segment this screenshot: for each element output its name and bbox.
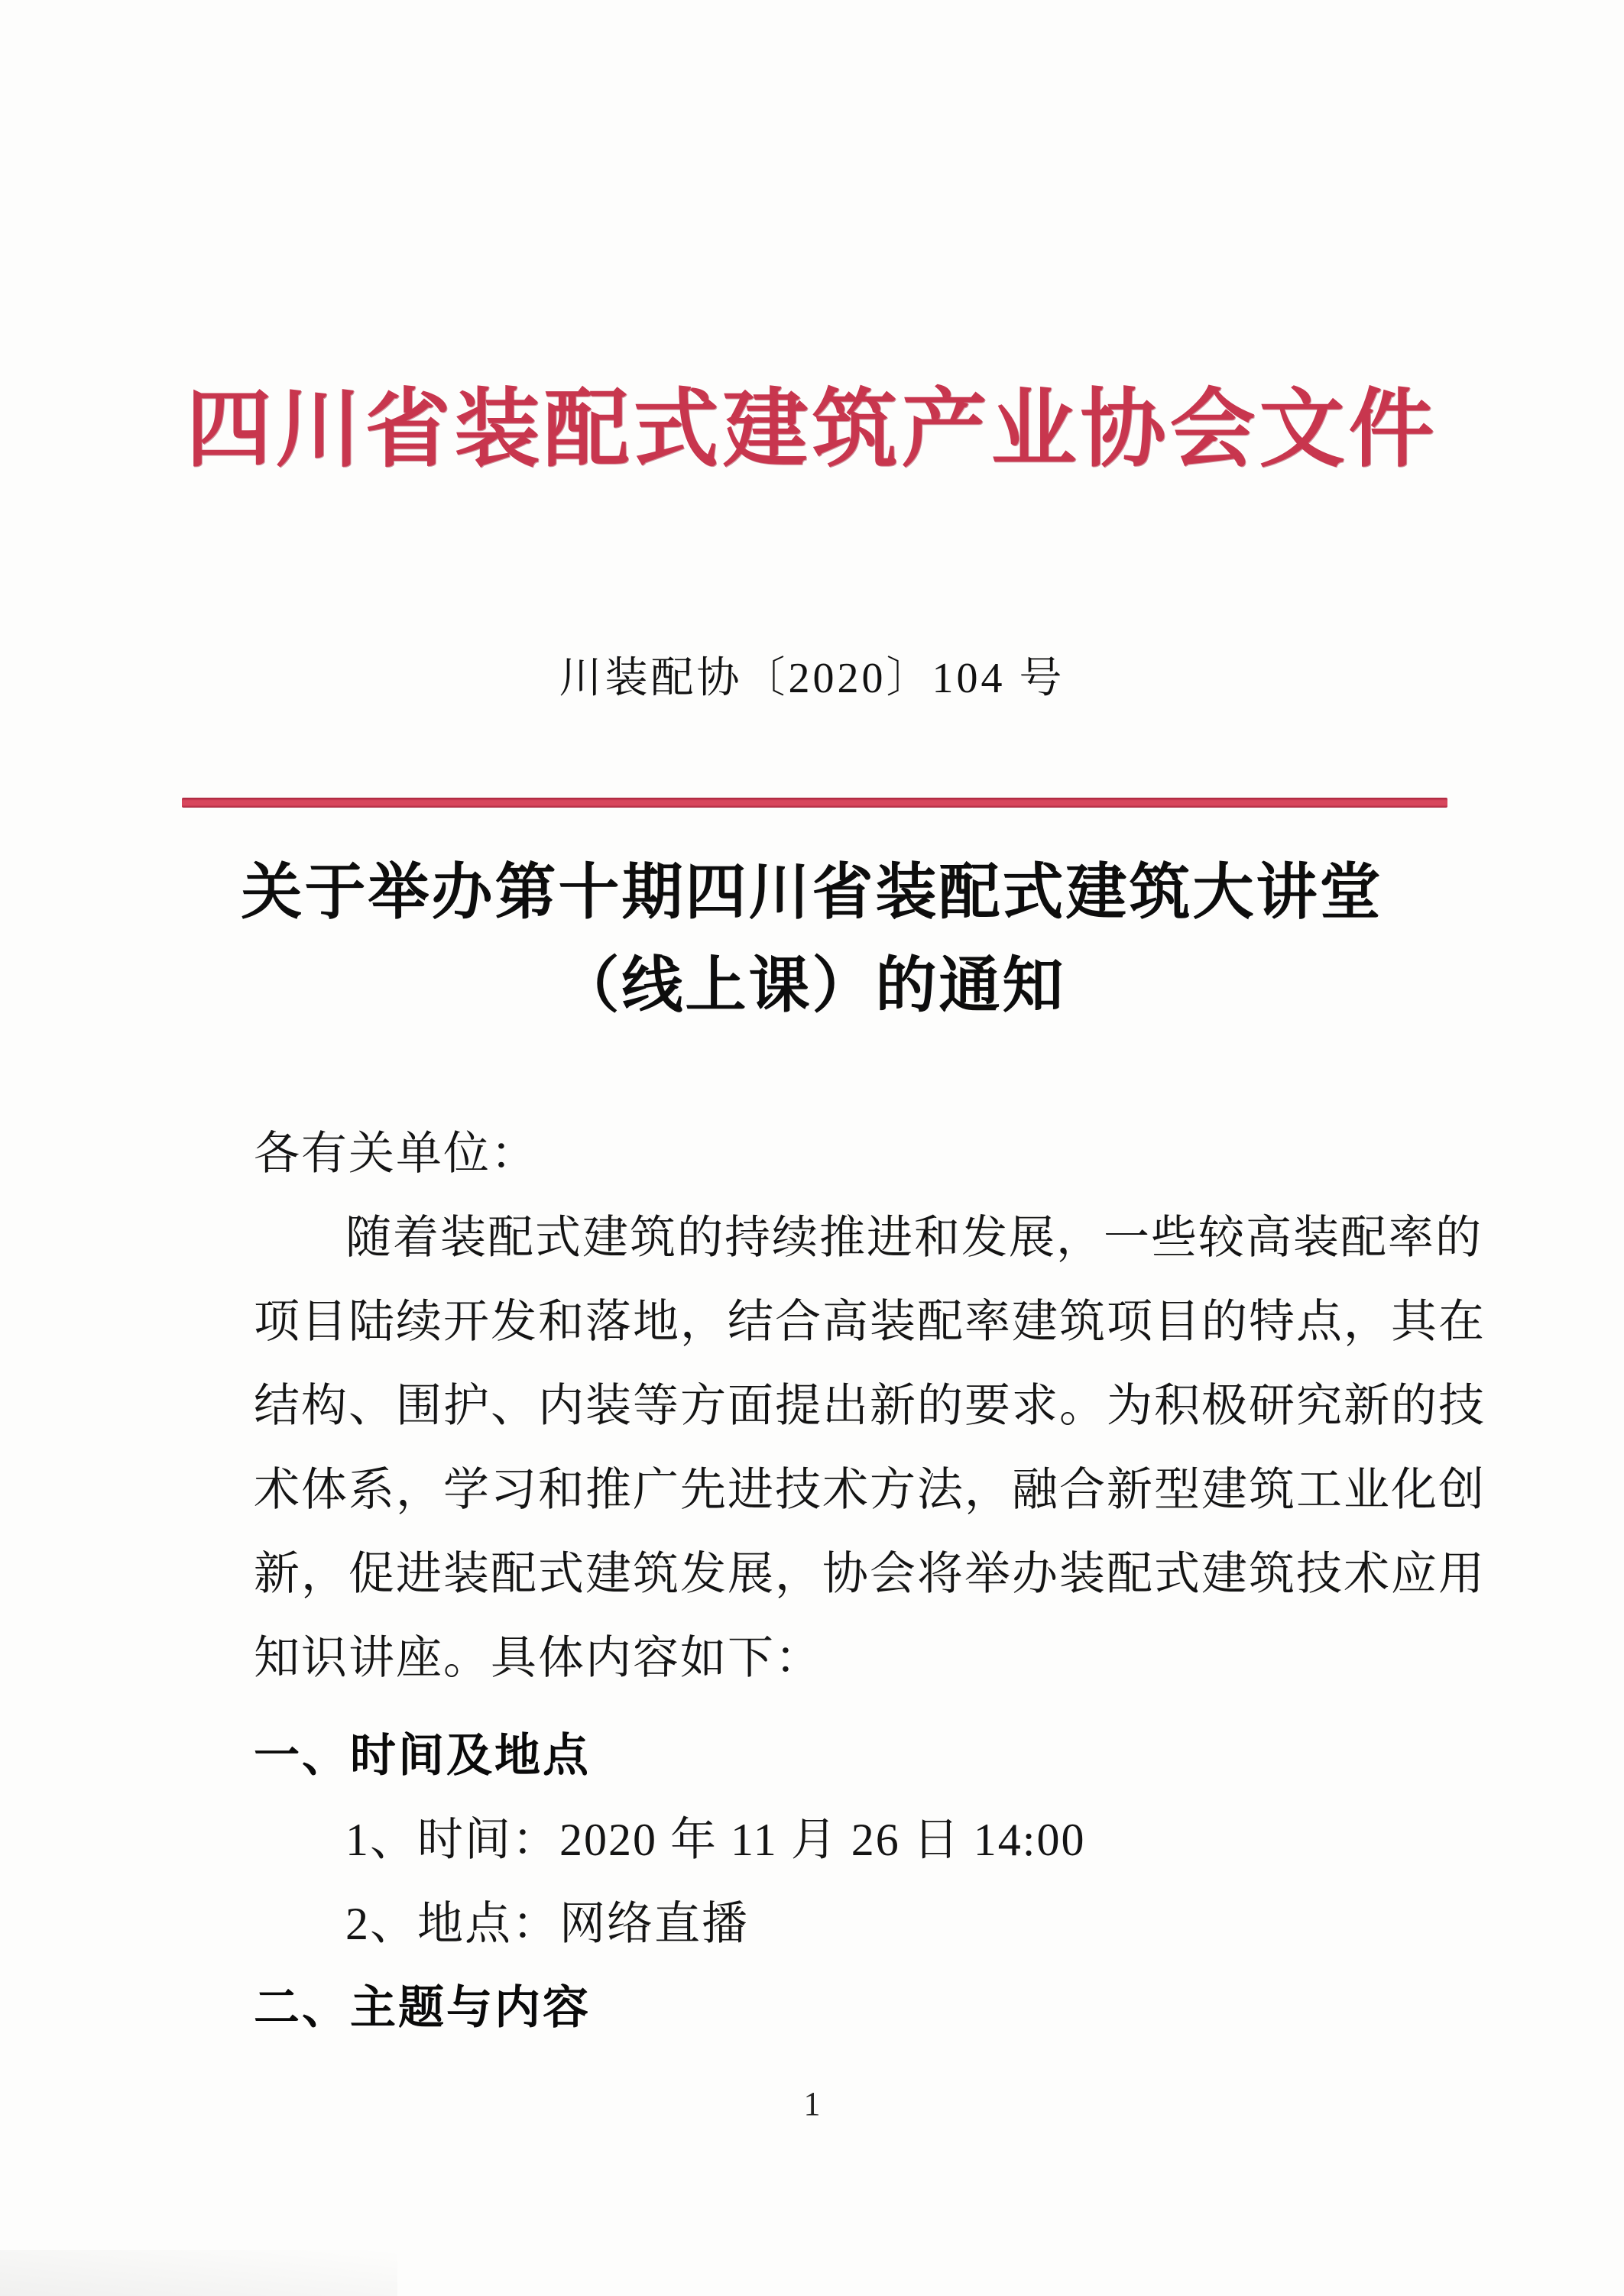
salutation: 各有关单位：: [254, 1129, 538, 1179]
paragraph-line: 随着装配式建筑的持续推进和发展，一些较高装配率的: [345, 1213, 1483, 1263]
section-1-heading: 一、时间及地点: [254, 1730, 591, 1781]
section-2-heading: 二、主题与内容: [254, 1982, 591, 2033]
association-letterhead-title: 四川省装配式建筑产业协会文件: [186, 383, 1438, 478]
paragraph-line: 术体系，学习和推广先进技术方法，融合新型建筑工业化创: [254, 1465, 1486, 1515]
paragraph-line: 新，促进装配式建筑发展，协会将举办装配式建筑技术应用: [254, 1549, 1486, 1599]
section-1-item-time: 1、时间：2020 年 11 月 26 日 14:00: [345, 1815, 1086, 1865]
red-divider-line: [182, 798, 1447, 808]
section-1-item-location: 2、地点：网络直播: [345, 1899, 749, 1949]
notice-title-line-2: （线上课）的通知: [558, 953, 1066, 1020]
document-reference-number: 川装配协〔2020〕104 号: [559, 655, 1065, 702]
document-body: [254, 1112, 1486, 2050]
page-number: 1: [803, 2085, 821, 2123]
notice-title-line-1: 关于举办第十期四川省装配式建筑大讲堂: [241, 860, 1383, 927]
paragraph-line: 知识讲座。具体内容如下：: [254, 1633, 822, 1683]
paragraph-line: 项目陆续开发和落地，结合高装配率建筑项目的特点，其在: [254, 1297, 1486, 1347]
notice-title: [0, 847, 1624, 1033]
paragraph-line: 结构、围护、内装等方面提出新的要求。为积极研究新的技: [254, 1381, 1486, 1431]
scan-shadow-artifact: [0, 2250, 397, 2296]
